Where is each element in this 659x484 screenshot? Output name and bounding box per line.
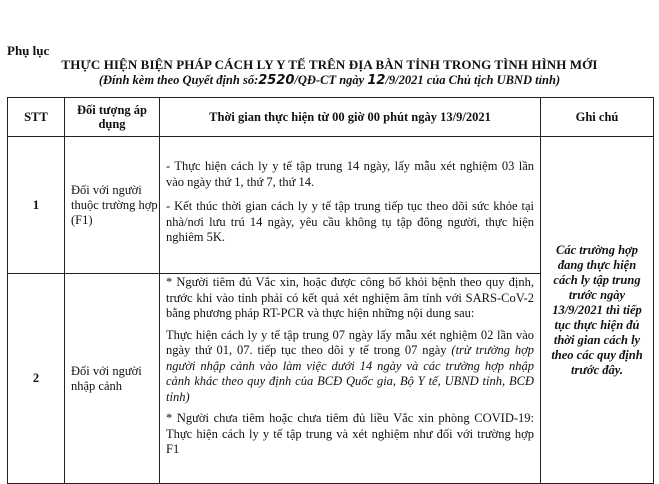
header-time: Thời gian thực hiện từ 00 giờ 00 phút ngày 13/9/2021 xyxy=(160,98,541,137)
row-2-paragraph-2-italic: (trừ trường hợp người nhập cảnh vào làm việc dưới 14 ngày và các trường hợp nhập cảnh khác theo quy định của BCĐ Quốc gia, Bộ Y tế, UBND tỉnh, BCĐ tỉnh) xyxy=(166,343,534,404)
table-header-row xyxy=(8,98,654,137)
table-row xyxy=(8,137,654,274)
header-stt: STT xyxy=(8,98,65,137)
row-1-time xyxy=(160,137,541,274)
note-cell: Các trường hợp đang thực hiện cách ly tập trung trước ngày 13/9/2021 thì tiếp tục thực hiện đủ thời gian cách ly theo các quy định trước đây. xyxy=(541,137,654,484)
row-2-paragraph-1: * Người tiêm đủ Vắc xin, hoặc được công bố khỏi bệnh theo quy định, trước khi vào tỉnh phải có kết quả xét nghiệm âm tính với SARS-CoV-2 bằng phương pháp RT-PCR và thực hiện những nội dung sau: xyxy=(166,275,534,320)
row-2-stt: 2 xyxy=(8,274,65,484)
appendix-label: Phụ lục xyxy=(7,43,50,58)
header-target: Đối tượng áp dụng xyxy=(65,98,160,137)
decision-day: 12 xyxy=(367,73,386,88)
row-1-target: Đối với người thuộc trường hợp (F1) xyxy=(65,137,160,274)
row-1-paragraph-2: - Kết thúc thời gian cách ly y tế tập trung tiếp tục theo dõi sức khỏe tại nhà/nơi lưu trú 14 ngày, yêu cầu không tụ tập đông người, thực hiện nghiêm 5K. xyxy=(166,199,534,244)
row-1-paragraph-1: - Thực hiện cách ly y tế tập trung 14 ngày, lấy mẫu xét nghiệm 03 lần vào ngày thứ 1, thứ 7, thứ 14. xyxy=(166,159,534,189)
subtitle-mid: /QĐ-CT ngày xyxy=(294,73,365,87)
row-2-paragraph-3: * Người chưa tiêm hoặc chưa tiêm đủ liều Vắc xin phòng COVID-19: Thực hiện cách ly y tế tập trung và xét nghiệm như đối với trường hợp F1 xyxy=(166,411,534,456)
subtitle-suffix: /9/2021 của Chủ tịch UBND tỉnh) xyxy=(385,73,561,87)
row-1-stt: 1 xyxy=(8,137,65,274)
quarantine-table xyxy=(7,97,654,484)
document-title: THỰC HIỆN BIỆN PHÁP CÁCH LY Y TẾ TRÊN ĐỊA BÀN TỈNH TRONG TÌNH HÌNH MỚI xyxy=(61,57,598,72)
row-2-paragraph-2 xyxy=(166,328,534,406)
decision-number: 2520 xyxy=(258,73,295,88)
document-subtitle xyxy=(0,73,659,88)
row-2-paragraph-2-text: Thực hiện cách ly y tế tập trung 07 ngày lấy mẫu xét nghiệm 02 lần vào ngày thứ 01, 07. tiếp tục theo dõi y tế trong 07 ngày xyxy=(166,327,534,357)
row-2-time xyxy=(160,274,541,484)
subtitle-prefix: (Đính kèm theo Quyết định số: xyxy=(98,73,259,87)
row-2-target: Đối với người nhập cảnh xyxy=(65,274,160,484)
header-note: Ghi chú xyxy=(541,98,654,137)
